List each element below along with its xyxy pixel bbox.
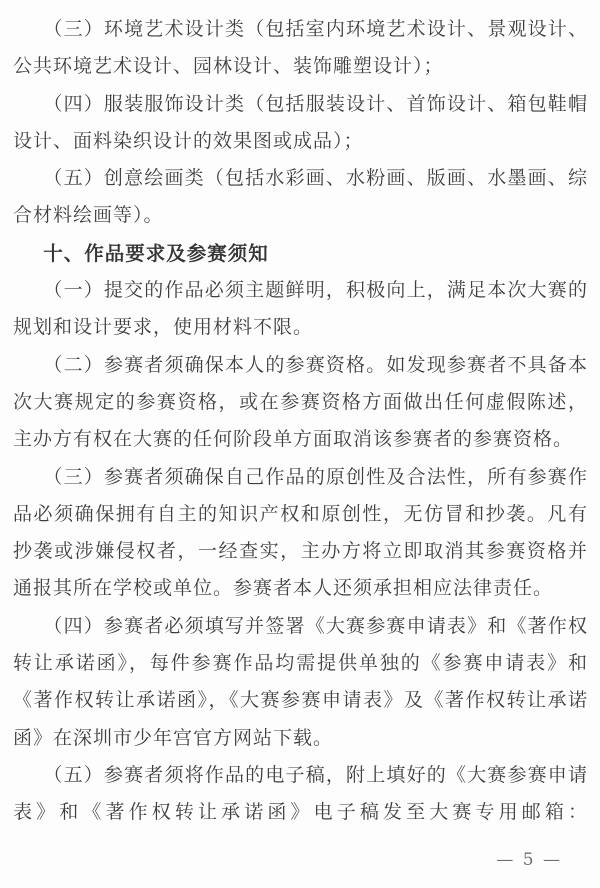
paragraph-rule-3-originality: （三）参赛者须确保自己作品的原创性及合法性，所有参赛作品必须确保拥有自主的知识产权和原创性，无仿冒和抄袭。凡有抄袭或涉嫌侵权者，一经查实，主办方将立即取消其参赛资格并通报其所在学校或单位。参赛者本人还须承担相应法律责任。 (13, 465, 588, 600)
paragraph-rule-2-eligibility: （二）参赛者须确保本人的参赛资格。如发现参赛者不具备本次大赛规定的参赛资格，或在参赛资格方面做出任何虚假陈述，主办方有权在大赛的任何阶段单方面取消该参赛者的参赛资格。 (13, 353, 588, 451)
section-heading-requirements: 十、作品要求及参赛须知 (43, 241, 269, 265)
paragraph-category-fashion-design: （四）服装服饰设计类（包括服装设计、首饰设计、箱包鞋帽设计、面料染织设计的效果图或成品）； (13, 92, 588, 152)
paragraph-rule-4-application-forms: （四）参赛者必须填写并签署《大赛参赛申请表》和《著作权转让承诺函》，每件参赛作品均需提供单独的《参赛申请表》和《著作权转让承诺函》，《大赛参赛申请表》及《著作权转让承诺函》在深圳市少年宫官方网站下载。 (13, 614, 588, 749)
paragraph-category-environment-art: （三）环境艺术设计类（包括室内环境艺术设计、景观设计、公共环境艺术设计、园林设计、装饰雕塑设计）； (13, 18, 588, 78)
page-number: — 5 — (496, 850, 562, 870)
paragraph-category-creative-painting: （五）创意绘画类（包括水彩画、水粉画、版画、水墨画、综合材料绘画等）。 (13, 167, 588, 227)
paragraph-rule-5-submission-email: （五）参赛者须将作品的电子稿，附上填好的《大赛参赛申请表》和《著作权转让承诺函》电子稿发至大赛专用邮箱： (13, 763, 588, 824)
paragraph-rule-1-theme: （一）提交的作品必须主题鲜明，积极向上，满足本次大赛的规划和设计要求，使用材料不限。 (13, 279, 588, 339)
